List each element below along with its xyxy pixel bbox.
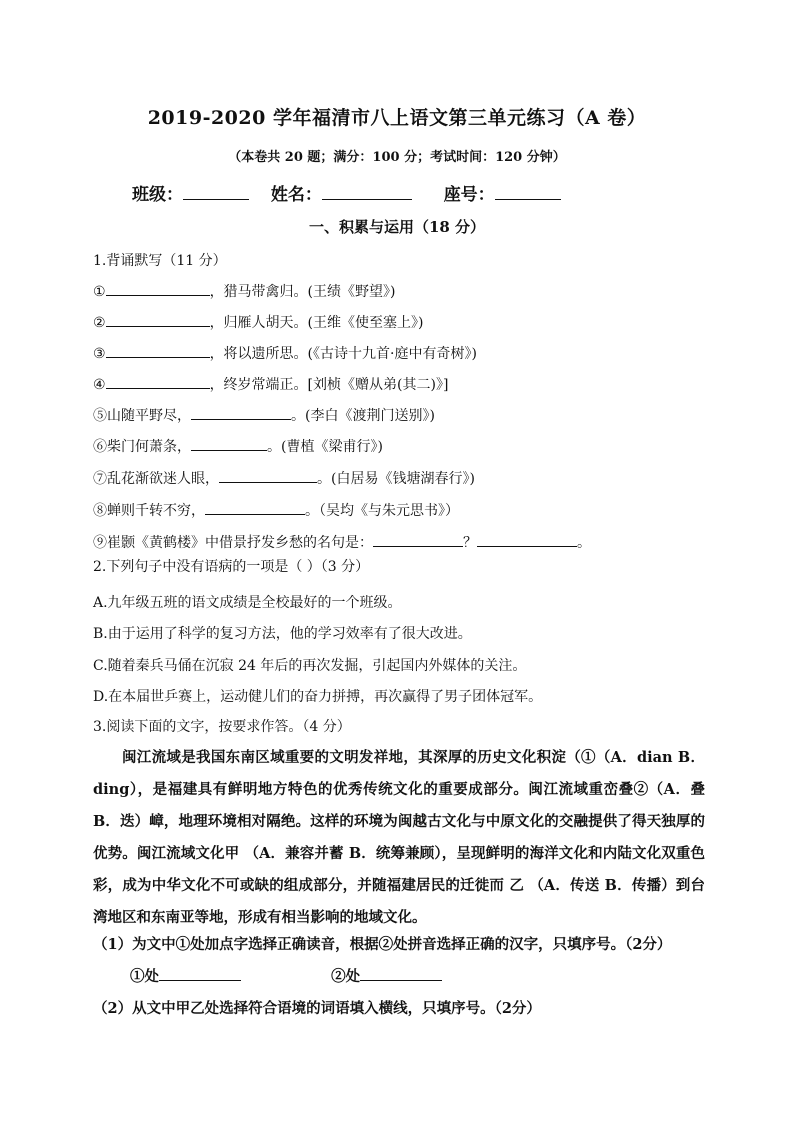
- q3-sub1-answers: ①处 ②处: [130, 965, 442, 986]
- q2-option: B.由于运用了科学的复习方法，他的学习效率有了很大改进。: [93, 626, 472, 642]
- student-info-row: [132, 180, 561, 205]
- q3-passage: 闽江流域是我国东南区域重要的文明发祥地，其深厚的历史文化积淀（①（A．dian B．ding），是福建具有鲜明地方特色的优秀传统文化的重要成部分。闽江流域重峦叠②（A．叠 B．迭）嶂，地理环境相对隔绝。这样的环境为闽越古文化与中原文化的交融提供了得天独厚的优势。闽江流域文化甲 （A．兼容并蓄 B．统筹兼顾），呈现鲜明的海洋文化和内陆文化双重色彩，成为中华文化不可或缺的组成部分，并随福建居民的迁徙而 乙 （A．传送 B．传播）到台湾地区和东南亚等地，形成有相当影响的地域文化。: [93, 749, 705, 926]
- q1-item: ① ，猎马带禽归。(王绩《野望》): [93, 284, 396, 300]
- q1-item: ② ，归雁人胡天。(王维《使至塞上》): [93, 315, 424, 331]
- q1-item: ⑦乱花渐欲迷人眼， 。(白居易《钱塘湖春行》): [93, 471, 475, 487]
- q3-title: 3.阅读下面的文字，按要求作答。（4 分）: [93, 719, 351, 735]
- q1-item: ④ ，终岁常端正。[刘桢《赠从弟(其二)》]: [93, 377, 449, 393]
- q1-item: ⑧蝉则千转不穷， 。（吴均《与朱元思书》）: [93, 503, 459, 519]
- q2-option: A.九年级五班的语文成绩是全校最好的一个班级。: [93, 595, 402, 611]
- q3-sub2: （2）从文中甲乙处选择符合语境的词语填入横线，只填序号。（2分）: [93, 1000, 541, 1017]
- section-heading: 一、积累与运用（18 分）: [308, 218, 486, 236]
- q1-item: ③ ，将以遗所思。(《古诗十九首·庭中有奇树》): [93, 346, 477, 362]
- seat-label: 座号：: [443, 185, 495, 205]
- q3-sub1: （1）为文中①处加点字选择正确读音，根据②处拼音选择正确的汉字，只填序号。（2分）: [93, 936, 672, 953]
- q1-item: ⑤山随平野尽， 。(李白《渡荆门送别》): [93, 408, 435, 424]
- class-blank: [183, 185, 249, 200]
- seat-blank: [495, 185, 561, 200]
- q2-title: 2.下列句子中没有语病的一项是（ ）（3 分）: [93, 559, 370, 575]
- q2-option: C.随着秦兵马俑在沉寂 24 年后的再次发掘，引起国内外媒体的关注。: [93, 658, 527, 674]
- exam-subtitle: （本卷共 20 题；满分：100 分；考试时间：120 分钟）: [228, 150, 566, 165]
- q1-item: ⑨崔颢《黄鹤楼》中借景抒发乡愁的名句是： ？ 。: [93, 535, 591, 551]
- q1-title: 1.背诵默写（11 分）: [93, 253, 227, 269]
- class-label: 班级：: [132, 185, 183, 205]
- page-title: 2019-2020 学年福清市八上语文第三单元练习（A 卷）: [147, 107, 647, 129]
- name-label: 姓名：: [270, 185, 322, 205]
- q2-option: D.在本届世乒赛上，运动健儿们的奋力拼搏，再次赢得了男子团体冠军。: [93, 689, 543, 705]
- q1-item: ⑥柴门何萧条， 。(曹植《梁甫行》): [93, 439, 383, 455]
- name-blank: [322, 185, 412, 200]
